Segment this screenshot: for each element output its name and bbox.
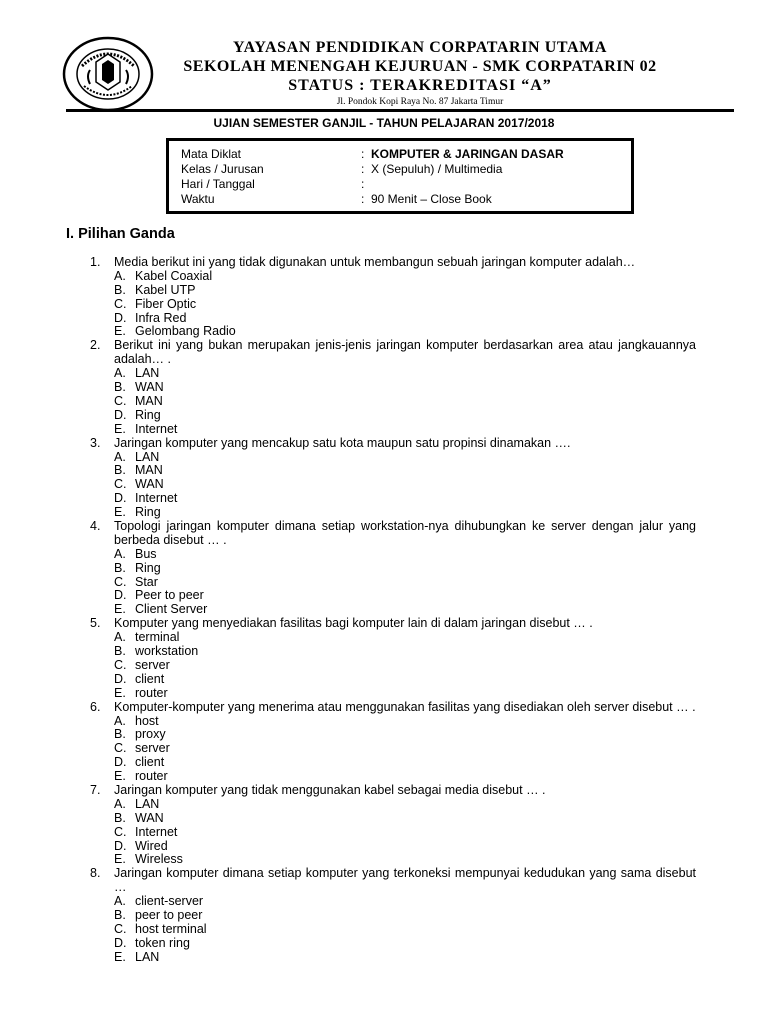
option-letter: A. [114,268,126,283]
option-letter: B. [114,644,126,659]
letterhead [0,0,768,112]
option-letter: E. [114,324,126,339]
question-item [90,784,696,867]
answer-option [114,325,696,339]
option-letter: C. [114,741,127,756]
option-letter: C. [114,824,127,839]
answer-option [114,312,696,326]
answer-option [114,853,696,867]
answer-option [114,840,696,854]
answer-option [114,826,696,840]
option-letter: D. [114,755,127,770]
info-row [181,192,621,207]
option-letter: B. [114,463,126,478]
info-value: KOMPUTER & JARINGAN DASAR [371,147,564,161]
option-text: Ring [135,407,161,422]
option-letter: A. [114,630,126,645]
answer-option [114,478,696,492]
answer-option [114,298,696,312]
option-text: client-server [135,894,204,909]
question-text: Komputer-komputer yang menerima atau menggunakan fasilitas yang disediakan oleh server disebut … . [114,699,696,714]
option-letter: B. [114,560,126,575]
question-item [90,701,696,784]
option-letter: B. [114,810,126,825]
exam-info-box [166,138,634,214]
option-text: Internet [135,421,178,436]
option-text: client [135,671,165,686]
question-number: 6. [90,699,101,714]
option-letter: C. [114,657,127,672]
answer-option [114,423,696,437]
question-item [90,520,696,617]
option-letter: D. [114,838,127,853]
option-letter: B. [114,727,126,742]
option-text: workstation [135,644,199,659]
answer-option [114,715,696,729]
answer-option [114,270,696,284]
option-text: server [135,741,170,756]
option-letter: B. [114,908,126,923]
option-text: token ring [135,935,190,950]
question-list [90,256,696,965]
letterhead-text [160,38,680,108]
school-name: SEKOLAH MENENGAH KEJURUAN - SMK CORPATARIN 02 [183,58,657,75]
question-item [90,617,696,700]
option-text: router [135,769,168,784]
option-text: Bus [135,546,157,561]
answer-option [114,895,696,909]
option-text: LAN [135,366,160,381]
question-text: Topologi jaringan komputer dimana setiap workstation-nya dihubungkan ke server dengan jalur yang berbeda disebut … . [114,518,696,547]
option-text: terminal [135,630,180,645]
option-letter: A. [114,894,126,909]
info-colon: : [361,177,365,191]
answer-option [114,367,696,381]
option-text: router [135,685,168,700]
option-letter: E. [114,685,126,700]
answer-option [114,492,696,506]
question-text: Jaringan komputer yang mencakup satu kota maupun satu propinsi dinamakan …. [114,435,571,450]
option-letter: E. [114,602,126,617]
answer-option [114,756,696,770]
question-number: 1. [90,255,101,269]
answer-option [114,464,696,478]
question-number: 2. [90,338,101,353]
question-item [90,867,696,964]
answer-option [114,673,696,687]
answer-option [114,589,696,603]
answer-option [114,687,696,701]
option-text: LAN [135,949,160,964]
question-item [90,256,696,339]
answer-option [114,576,696,590]
option-letter: E. [114,505,126,520]
info-label: Hari / Tanggal [181,177,255,191]
option-letter: D. [114,671,127,686]
option-text: Star [135,574,158,589]
option-text: client [135,755,165,770]
option-letter: C. [114,921,127,936]
option-letter: D. [114,935,127,950]
question-item [90,339,696,436]
answer-option [114,562,696,576]
option-text: host terminal [135,921,207,936]
option-letter: E. [114,421,126,436]
option-letter: C. [114,393,127,408]
question-text: Komputer yang menyediakan fasilitas bagi komputer lain di dalam jaringan disebut … . [114,616,593,631]
answer-option [114,659,696,673]
info-value: 90 Menit – Close Book [371,192,492,206]
answer-option [114,728,696,742]
option-letter: D. [114,407,127,422]
answer-option [114,631,696,645]
answer-option [114,395,696,409]
answer-option [114,742,696,756]
question-number: 8. [90,866,101,881]
option-text: Infra Red [135,310,187,325]
option-letter: E. [114,769,126,784]
answer-option [114,381,696,395]
option-text: server [135,657,170,672]
option-text: MAN [135,393,163,408]
answer-option [114,812,696,826]
option-text: Client Server [135,602,208,617]
info-label: Kelas / Jurusan [181,162,264,176]
option-text: host [135,713,159,728]
exam-title: UJIAN SEMESTER GANJIL - TAHUN PELAJARAN 2017/2018 [213,116,555,130]
option-text: Internet [135,491,178,506]
option-text: WAN [135,380,164,395]
answer-option [114,937,696,951]
question-text: Berikut ini yang bukan merupakan jenis-jenis jaringan komputer berdasarkan area atau jangkauannya adalah… . [114,338,696,367]
info-row [181,147,621,162]
option-text: Fiber Optic [135,296,197,311]
question-number: 7. [90,782,101,797]
school-seal-icon [62,36,154,112]
option-text: Wired [135,838,168,853]
answer-option [114,548,696,562]
info-label: Mata Diklat [181,147,242,161]
info-label: Waktu [181,192,215,206]
option-letter: A. [114,796,126,811]
option-letter: D. [114,588,127,603]
option-text: MAN [135,463,163,478]
info-row [181,177,621,192]
answer-option [114,603,696,617]
accreditation-status: STATUS : TERAKREDITASI “A” [288,77,552,94]
option-letter: C. [114,477,127,492]
option-letter: A. [114,449,126,464]
option-text: LAN [135,449,160,464]
question-text: Jaringan komputer yang tidak menggunakan kabel sebagai media disebut … . [114,782,546,797]
answer-option [114,645,696,659]
option-letter: A. [114,713,126,728]
option-letter: C. [114,296,127,311]
option-text: Internet [135,824,178,839]
option-letter: C. [114,574,127,589]
question-number: 3. [90,435,101,450]
answer-option [114,284,696,298]
answer-option [114,798,696,812]
option-letter: D. [114,310,127,325]
option-text: Gelombang Radio [135,324,236,339]
answer-option [114,923,696,937]
answer-option [114,451,696,465]
option-text: WAN [135,810,164,825]
option-text: Ring [135,560,161,575]
option-text: Wireless [135,852,183,867]
option-text: Kabel UTP [135,282,196,297]
option-text: LAN [135,796,160,811]
foundation-name: YAYASAN PENDIDIKAN CORPATARIN UTAMA [232,39,608,56]
answer-option [114,506,696,520]
question-text: Jaringan komputer dimana setiap komputer yang terkoneksi mempunyai kedudukan yang sama disebut … [114,866,696,895]
option-text: Peer to peer [135,588,204,603]
school-address: Jl. Pondok Kopi Raya No. 87 Jakarta Timur [336,97,504,107]
answer-option [114,951,696,965]
question-number: 5. [90,616,101,631]
question-item [90,437,696,520]
answer-option [114,770,696,784]
option-text: Kabel Coaxial [135,268,213,283]
option-text: Ring [135,505,161,520]
section-title: I. Pilihan Ganda [66,226,175,242]
info-row [181,162,621,177]
option-letter: B. [114,282,126,297]
option-letter: E. [114,852,126,867]
info-colon: : [361,162,365,176]
option-letter: E. [114,949,126,964]
option-letter: A. [114,366,126,381]
option-letter: A. [114,546,126,561]
info-value: X (Sepuluh) / Multimedia [371,162,503,176]
info-colon: : [361,192,365,206]
option-text: peer to peer [135,908,203,923]
header-divider [66,109,734,112]
option-text: WAN [135,477,164,492]
answer-option [114,909,696,923]
option-letter: D. [114,491,127,506]
info-colon: : [361,147,365,161]
option-letter: B. [114,380,126,395]
question-number: 4. [90,518,101,533]
question-text: Media berikut ini yang tidak digunakan untuk membangun sebuah jaringan komputer adalah… [114,255,636,269]
answer-option [114,409,696,423]
option-text: proxy [135,727,166,742]
